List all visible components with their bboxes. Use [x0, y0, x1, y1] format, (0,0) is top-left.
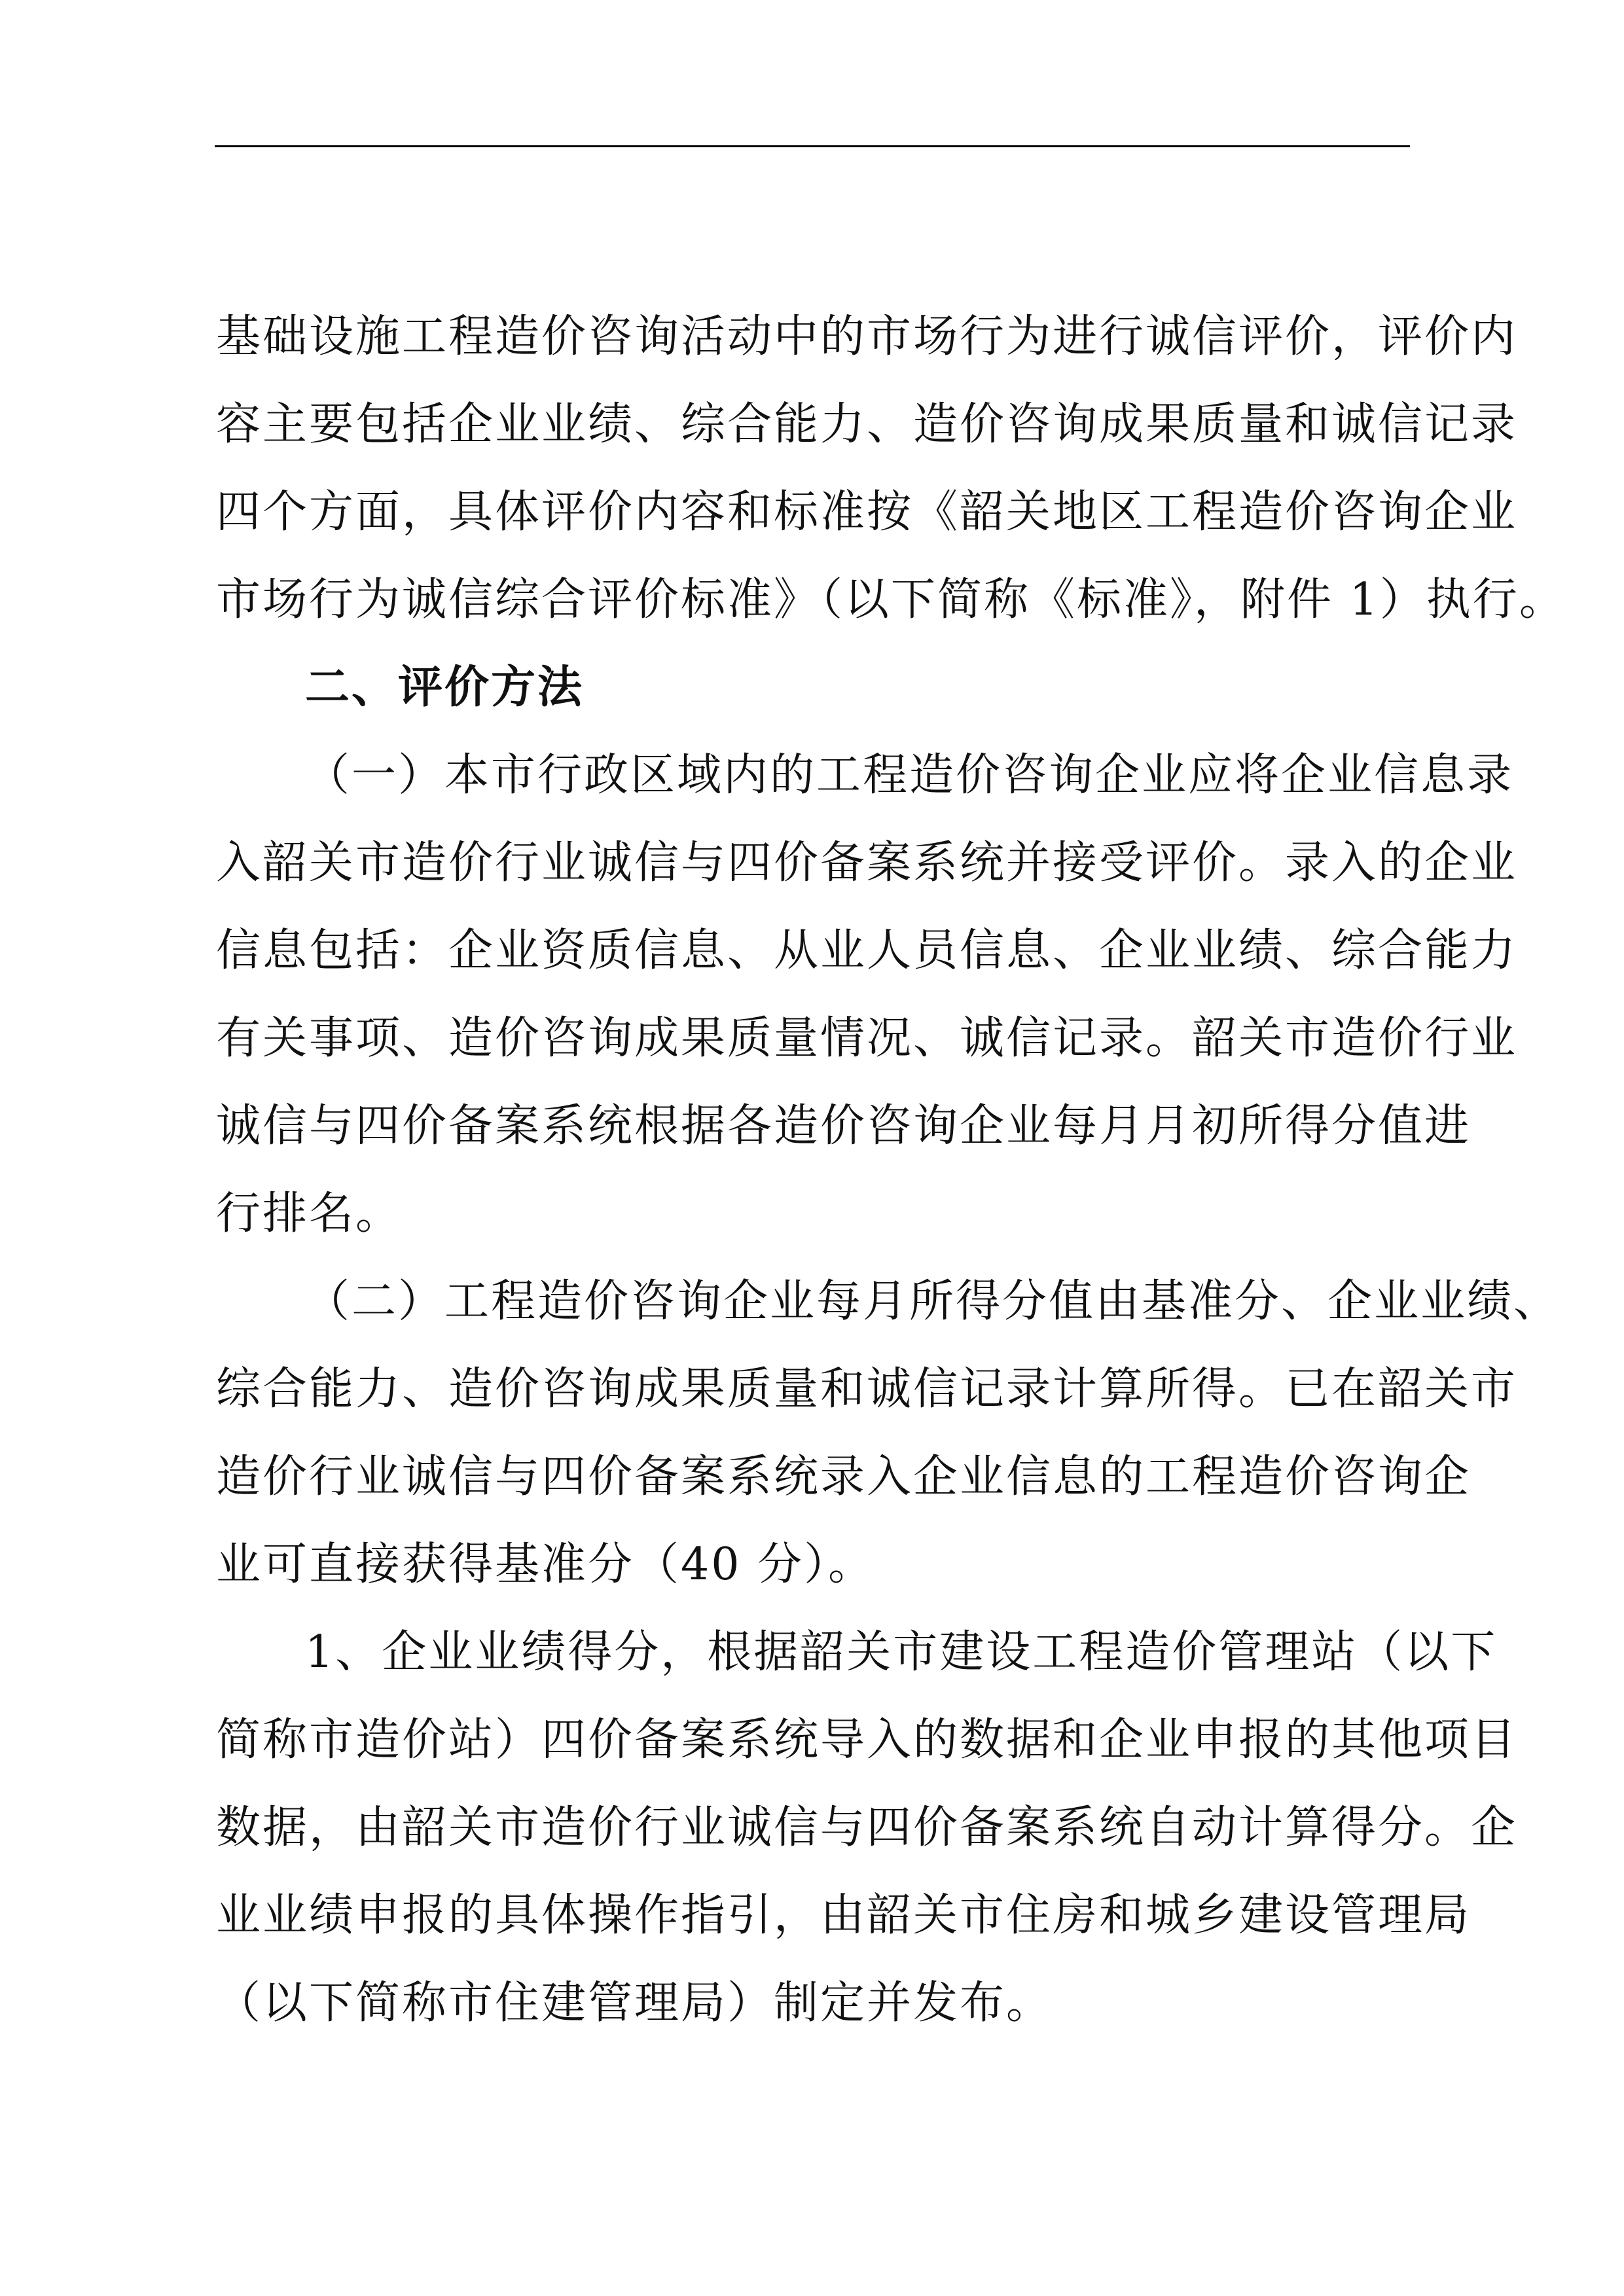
text-line: 诚信与四价备案系统根据各造价咨询企业每月月初所得分值进 — [216, 1100, 1471, 1152]
text-line: 行排名。 — [216, 1188, 403, 1240]
header-rule — [215, 145, 1410, 147]
text-line: 入韶关市造价行业诚信与四价备案系统并接受评价。录入的企业 — [216, 837, 1518, 889]
text-line: 有关事项、造价咨询成果质量情况、诚信记录。韶关市造价行业 — [216, 1013, 1518, 1064]
text-line: （以下简称市住建管理局）制定并发布。 — [216, 1977, 1053, 2029]
text-line: 容主要包括企业业绩、综合能力、造价咨询成果质量和诚信记录 — [216, 399, 1518, 450]
section-heading: 二、评价方法 — [305, 662, 585, 713]
text-line: 造价行业诚信与四价备案系统录入企业信息的工程造价咨询企 — [216, 1451, 1471, 1503]
text-line: 简称市造价站）四价备案系统导入的数据和企业申报的其他项目 — [216, 1714, 1518, 1766]
text-line: 数据，由韶关市造价行业诚信与四价备案系统自动计算得分。企 — [216, 1802, 1518, 1854]
text-line: 业可直接获得基准分（40 分）。 — [216, 1539, 875, 1590]
text-line: （一）本市行政区域内的工程造价咨询企业应将企业信息录 — [305, 749, 1514, 801]
text-line: 信息包括：企业资质信息、从业人员信息、企业业绩、综合能力 — [216, 925, 1518, 977]
text-line: 基础设施工程造价咨询活动中的市场行为进行诚信评价，评价内 — [216, 311, 1518, 363]
text-line: （二）工程造价咨询企业每月所得分值由基准分、企业业绩、 — [305, 1276, 1561, 1327]
text-line: 业业绩申报的具体操作指引，由韶关市住房和城乡建设管理局 — [216, 1890, 1471, 1941]
document-body — [216, 293, 1566, 2047]
text-line: 综合能力、造价咨询成果质量和诚信记录计算所得。已在韶关市 — [216, 1363, 1518, 1415]
text-line: 市场行为诚信综合评价标准》（以下简称《标准》，附件 1）执行。 — [216, 574, 1566, 626]
text-line: 四个方面，具体评价内容和标准按《韶关地区工程造价咨询企业 — [216, 486, 1518, 538]
text-line: 1、企业业绩得分，根据韶关市建设工程造价管理站（以下 — [305, 1626, 1498, 1678]
